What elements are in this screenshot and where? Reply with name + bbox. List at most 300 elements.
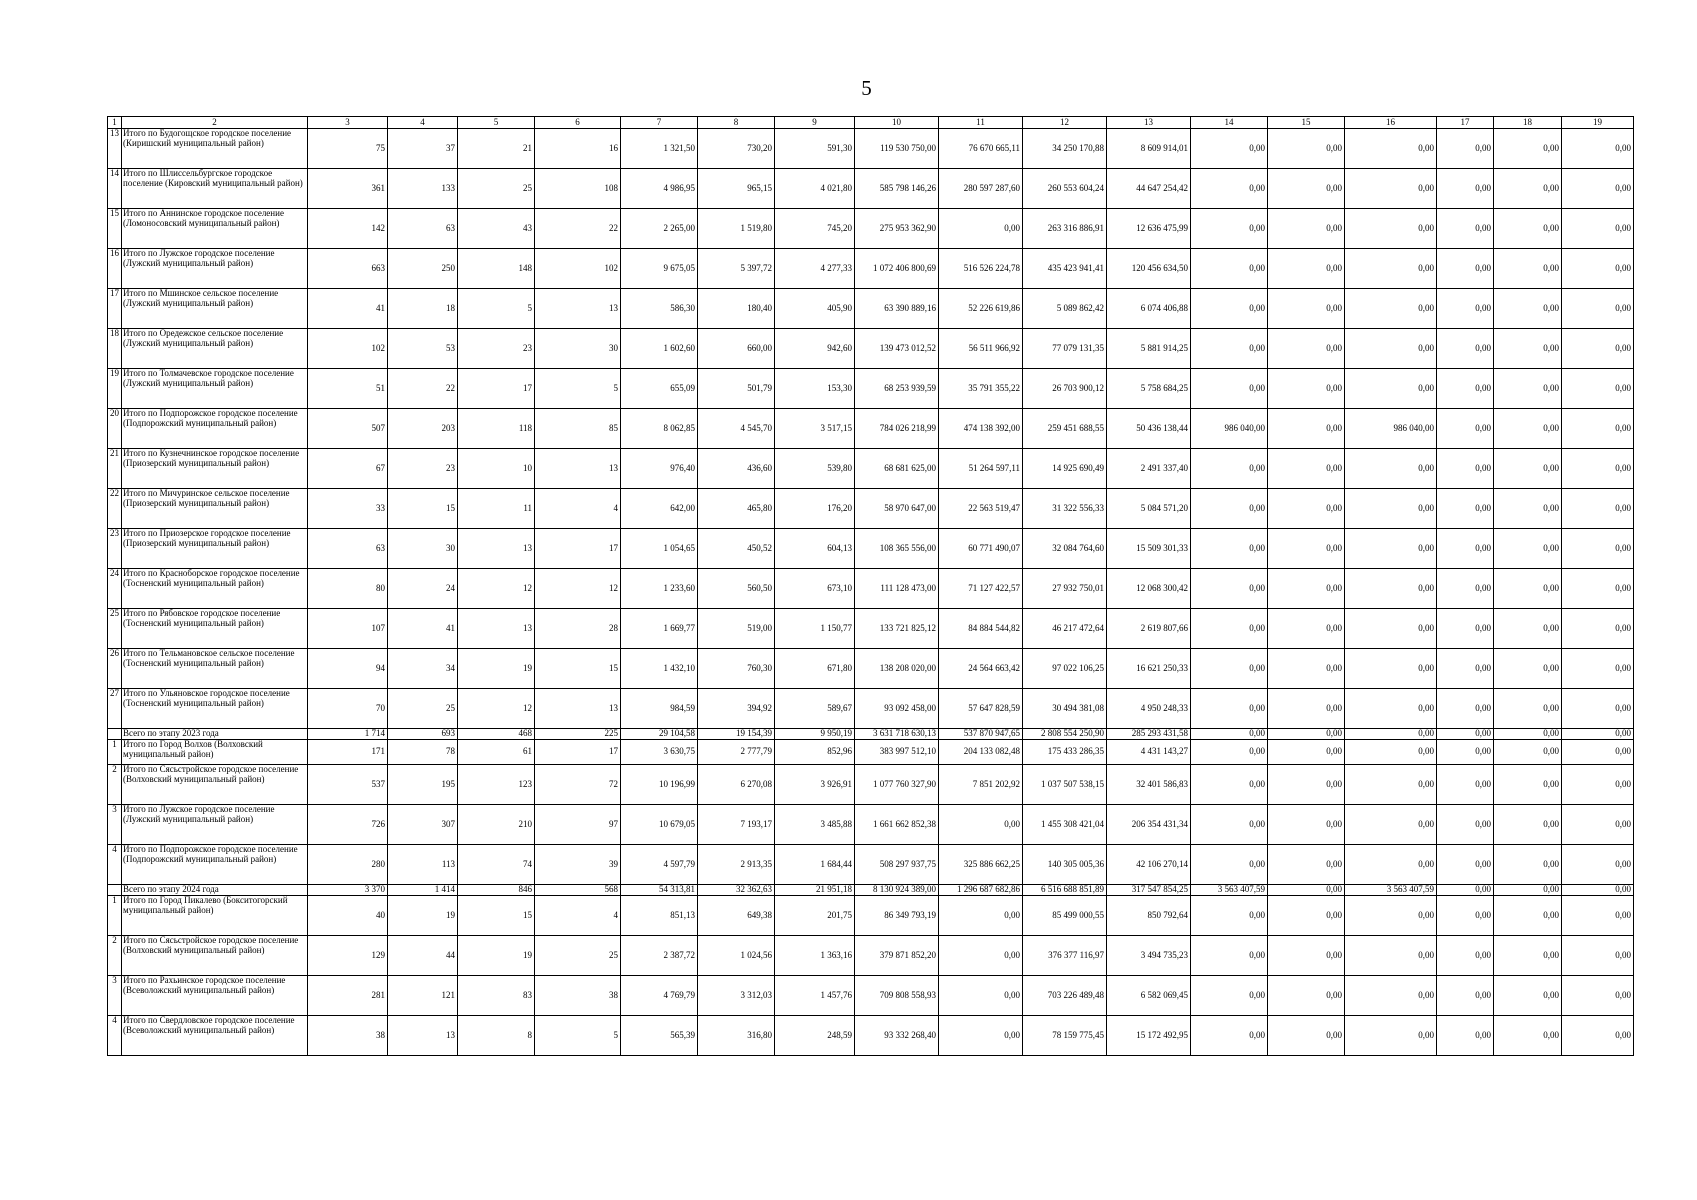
- column-header-6: 6: [535, 117, 621, 129]
- cell-col-13: 44 647 254,42: [1107, 169, 1191, 209]
- cell-col-7: 1 669,77: [621, 609, 698, 649]
- cell-col-17: 0,00: [1437, 449, 1494, 489]
- settlement-name: Итого по Рахьинское городское поселение (Всеволожский муниципальный район): [122, 976, 308, 1016]
- cell-col-16: 0,00: [1345, 129, 1437, 169]
- settlement-name: Итого по Сясьстройское городское поселение (Волховский муниципальный район): [122, 765, 308, 805]
- settlement-name: Итого по Тельмановское сельское поселение (Тосненский муниципальный район): [122, 649, 308, 689]
- row-number: 1: [108, 740, 122, 765]
- cell-col-12: 31 322 556,33: [1023, 489, 1107, 529]
- cell-col-5: 17: [458, 369, 535, 409]
- cell-col-15: 0,00: [1268, 129, 1345, 169]
- cell-col-16: 0,00: [1345, 329, 1437, 369]
- cell-col-3: 75: [308, 129, 388, 169]
- cell-col-13: 6 074 406,88: [1107, 289, 1191, 329]
- table-row: [108, 845, 1634, 885]
- cell-col-4: 24: [388, 569, 458, 609]
- cell-col-19: 0,00: [1562, 649, 1634, 689]
- cell-col-12: 703 226 489,48: [1023, 976, 1107, 1016]
- cell-col-6: 4: [535, 896, 621, 936]
- row-number: 16: [108, 249, 122, 289]
- cell-col-8: 7 193,17: [698, 805, 775, 845]
- settlement-name: Итого по Толмачевское городское поселение (Лужский муниципальный район): [122, 369, 308, 409]
- cell-col-18: 0,00: [1494, 740, 1562, 765]
- table-row: [108, 449, 1634, 489]
- settlement-name: Итого по Сясьстройское городское поселение (Волховский муниципальный район): [122, 936, 308, 976]
- cell-col-19: 0,00: [1562, 609, 1634, 649]
- cell-col-18: 0,00: [1494, 765, 1562, 805]
- cell-col-7: 1 054,65: [621, 529, 698, 569]
- cell-col-7: 2 265,00: [621, 209, 698, 249]
- cell-col-14: 0,00: [1191, 740, 1268, 765]
- cell-col-8: 1 519,80: [698, 209, 775, 249]
- table-row: [108, 1016, 1634, 1056]
- cell-col-13: 50 436 138,44: [1107, 409, 1191, 449]
- cell-col-3: 726: [308, 805, 388, 845]
- cell-col-12: 26 703 900,12: [1023, 369, 1107, 409]
- cell-col-4: 63: [388, 209, 458, 249]
- cell-col-12: 97 022 106,25: [1023, 649, 1107, 689]
- cell-col-17: 0,00: [1437, 529, 1494, 569]
- cell-col-4: 113: [388, 845, 458, 885]
- cell-col-10: 709 808 558,93: [855, 976, 939, 1016]
- cell-col-9: 589,67: [775, 689, 855, 729]
- table-row: [108, 765, 1634, 805]
- cell-col-7: 3 630,75: [621, 740, 698, 765]
- table-row: [108, 569, 1634, 609]
- cell-col-13: 32 401 586,83: [1107, 765, 1191, 805]
- settlement-name: Итого по Аннинское городское поселение (Ломоносовский муниципальный район): [122, 209, 308, 249]
- row-number: 3: [108, 805, 122, 845]
- table-row: [108, 249, 1634, 289]
- cell-col-7: 984,59: [621, 689, 698, 729]
- cell-col-8: 19 154,39: [698, 729, 775, 740]
- cell-col-4: 25: [388, 689, 458, 729]
- cell-col-8: 2 913,35: [698, 845, 775, 885]
- cell-col-6: 13: [535, 689, 621, 729]
- cell-col-8: 965,15: [698, 169, 775, 209]
- cell-col-11: 204 133 082,48: [939, 740, 1023, 765]
- cell-col-14: 0,00: [1191, 765, 1268, 805]
- cell-col-7: 10 196,99: [621, 765, 698, 805]
- settlement-name: Итого по Лужское городское поселение (Лужский муниципальный район): [122, 249, 308, 289]
- cell-col-6: 22: [535, 209, 621, 249]
- cell-col-9: 248,59: [775, 1016, 855, 1056]
- row-number: 2: [108, 936, 122, 976]
- total-label: Всего по этапу 2023 года: [122, 729, 308, 740]
- cell-col-11: 0,00: [939, 805, 1023, 845]
- cell-col-4: 37: [388, 129, 458, 169]
- cell-col-9: 201,75: [775, 896, 855, 936]
- cell-col-10: 1 077 760 327,90: [855, 765, 939, 805]
- column-header-7: 7: [621, 117, 698, 129]
- cell-col-18: 0,00: [1494, 449, 1562, 489]
- cell-col-4: 19: [388, 896, 458, 936]
- cell-col-6: 97: [535, 805, 621, 845]
- cell-col-3: 102: [308, 329, 388, 369]
- cell-col-7: 2 387,72: [621, 936, 698, 976]
- cell-col-17: 0,00: [1437, 129, 1494, 169]
- cell-col-13: 317 547 854,25: [1107, 885, 1191, 896]
- cell-col-17: 0,00: [1437, 649, 1494, 689]
- cell-col-13: 4 431 143,27: [1107, 740, 1191, 765]
- cell-col-12: 14 925 690,49: [1023, 449, 1107, 489]
- cell-col-11: 0,00: [939, 976, 1023, 1016]
- cell-col-8: 501,79: [698, 369, 775, 409]
- cell-col-13: 42 106 270,14: [1107, 845, 1191, 885]
- cell-col-12: 85 499 000,55: [1023, 896, 1107, 936]
- cell-col-19: 0,00: [1562, 569, 1634, 609]
- cell-col-9: 405,90: [775, 289, 855, 329]
- cell-col-9: 3 517,15: [775, 409, 855, 449]
- table-row: [108, 489, 1634, 529]
- column-header-10: 10: [855, 117, 939, 129]
- cell-col-11: 7 851 202,92: [939, 765, 1023, 805]
- cell-col-12: 435 423 941,41: [1023, 249, 1107, 289]
- cell-col-10: 275 953 362,90: [855, 209, 939, 249]
- cell-col-3: 3 370: [308, 885, 388, 896]
- table-row: [108, 936, 1634, 976]
- table-row: [108, 896, 1634, 936]
- cell-col-17: 0,00: [1437, 329, 1494, 369]
- cell-col-8: 316,80: [698, 1016, 775, 1056]
- cell-col-12: 259 451 688,55: [1023, 409, 1107, 449]
- cell-col-4: 41: [388, 609, 458, 649]
- cell-col-14: 0,00: [1191, 936, 1268, 976]
- cell-col-14: 0,00: [1191, 845, 1268, 885]
- cell-col-6: 38: [535, 976, 621, 1016]
- cell-col-16: 0,00: [1345, 289, 1437, 329]
- cell-col-16: 0,00: [1345, 729, 1437, 740]
- cell-col-17: 0,00: [1437, 689, 1494, 729]
- cell-col-18: 0,00: [1494, 689, 1562, 729]
- cell-col-3: 40: [308, 896, 388, 936]
- cell-col-17: 0,00: [1437, 896, 1494, 936]
- cell-col-6: 5: [535, 1016, 621, 1056]
- cell-col-10: 1 072 406 800,69: [855, 249, 939, 289]
- page-number: 5: [861, 76, 872, 100]
- cell-col-14: 0,00: [1191, 529, 1268, 569]
- cell-col-11: 516 526 224,78: [939, 249, 1023, 289]
- cell-col-8: 730,20: [698, 129, 775, 169]
- row-number: 2: [108, 765, 122, 805]
- cell-col-16: 0,00: [1345, 976, 1437, 1016]
- cell-col-12: 1 037 507 538,15: [1023, 765, 1107, 805]
- cell-col-9: 1 363,16: [775, 936, 855, 976]
- cell-col-16: 0,00: [1345, 569, 1437, 609]
- cell-col-15: 0,00: [1268, 689, 1345, 729]
- cell-col-9: 673,10: [775, 569, 855, 609]
- cell-col-9: 591,30: [775, 129, 855, 169]
- column-header-15: 15: [1268, 117, 1345, 129]
- cell-col-12: 34 250 170,88: [1023, 129, 1107, 169]
- cell-col-18: 0,00: [1494, 209, 1562, 249]
- cell-col-17: 0,00: [1437, 209, 1494, 249]
- cell-col-19: 0,00: [1562, 740, 1634, 765]
- cell-col-14: 0,00: [1191, 289, 1268, 329]
- cell-col-13: 16 621 250,33: [1107, 649, 1191, 689]
- cell-col-11: 71 127 422,57: [939, 569, 1023, 609]
- cell-col-16: 0,00: [1345, 369, 1437, 409]
- cell-col-16: 0,00: [1345, 689, 1437, 729]
- cell-col-13: 2 619 807,66: [1107, 609, 1191, 649]
- row-number: [108, 729, 122, 740]
- row-number: 20: [108, 409, 122, 449]
- cell-col-8: 394,92: [698, 689, 775, 729]
- cell-col-5: 74: [458, 845, 535, 885]
- cell-col-10: 68 253 939,59: [855, 369, 939, 409]
- cell-col-19: 0,00: [1562, 329, 1634, 369]
- settlement-name: Итого по Свердловское городское поселение (Всеволожский муниципальный район): [122, 1016, 308, 1056]
- cell-col-16: 0,00: [1345, 489, 1437, 529]
- cell-col-11: 0,00: [939, 1016, 1023, 1056]
- cell-col-13: 850 792,64: [1107, 896, 1191, 936]
- cell-col-16: 0,00: [1345, 169, 1437, 209]
- cell-col-7: 1 602,60: [621, 329, 698, 369]
- cell-col-14: 986 040,00: [1191, 409, 1268, 449]
- row-number: 3: [108, 976, 122, 1016]
- cell-col-8: 6 270,08: [698, 765, 775, 805]
- settlement-name: Итого по Оредежское сельское поселение (Лужский муниципальный район): [122, 329, 308, 369]
- cell-col-7: 54 313,81: [621, 885, 698, 896]
- cell-col-18: 0,00: [1494, 129, 1562, 169]
- cell-col-15: 0,00: [1268, 845, 1345, 885]
- cell-col-18: 0,00: [1494, 936, 1562, 976]
- cell-col-17: 0,00: [1437, 885, 1494, 896]
- cell-col-5: 61: [458, 740, 535, 765]
- column-header-4: 4: [388, 117, 458, 129]
- cell-col-10: 8 130 924 389,00: [855, 885, 939, 896]
- cell-col-15: 0,00: [1268, 249, 1345, 289]
- cell-col-10: 3 631 718 630,13: [855, 729, 939, 740]
- table-row: [108, 329, 1634, 369]
- cell-col-19: 0,00: [1562, 129, 1634, 169]
- cell-col-17: 0,00: [1437, 409, 1494, 449]
- cell-col-6: 17: [535, 740, 621, 765]
- cell-col-13: 4 950 248,33: [1107, 689, 1191, 729]
- cell-col-8: 180,40: [698, 289, 775, 329]
- cell-col-19: 0,00: [1562, 1016, 1634, 1056]
- cell-col-9: 4 277,33: [775, 249, 855, 289]
- cell-col-4: 195: [388, 765, 458, 805]
- data-table: [107, 116, 1634, 1056]
- cell-col-11: 0,00: [939, 936, 1023, 976]
- cell-col-18: 0,00: [1494, 329, 1562, 369]
- table-row: [108, 740, 1634, 765]
- cell-col-14: 0,00: [1191, 489, 1268, 529]
- cell-col-4: 13: [388, 1016, 458, 1056]
- settlement-name: Итого по Мшинское сельское поселение (Лужский муниципальный район): [122, 289, 308, 329]
- cell-col-10: 58 970 647,00: [855, 489, 939, 529]
- settlement-name: Итого по Шлиссельбургское городское поселение (Кировский муниципальный район): [122, 169, 308, 209]
- cell-col-17: 0,00: [1437, 740, 1494, 765]
- table-row: [108, 209, 1634, 249]
- cell-col-15: 0,00: [1268, 289, 1345, 329]
- cell-col-15: 0,00: [1268, 976, 1345, 1016]
- cell-col-16: 0,00: [1345, 740, 1437, 765]
- cell-col-16: 0,00: [1345, 845, 1437, 885]
- table-body: [108, 129, 1634, 1056]
- cell-col-9: 1 150,77: [775, 609, 855, 649]
- cell-col-14: 0,00: [1191, 976, 1268, 1016]
- cell-col-7: 1 321,50: [621, 129, 698, 169]
- cell-col-5: 8: [458, 1016, 535, 1056]
- cell-col-17: 0,00: [1437, 169, 1494, 209]
- cell-col-7: 10 679,05: [621, 805, 698, 845]
- cell-col-3: 537: [308, 765, 388, 805]
- cell-col-9: 9 950,19: [775, 729, 855, 740]
- column-header-9: 9: [775, 117, 855, 129]
- cell-col-7: 1 432,10: [621, 649, 698, 689]
- cell-col-17: 0,00: [1437, 249, 1494, 289]
- cell-col-11: 51 264 597,11: [939, 449, 1023, 489]
- column-header-19: 19: [1562, 117, 1634, 129]
- cell-col-3: 70: [308, 689, 388, 729]
- cell-col-19: 0,00: [1562, 976, 1634, 1016]
- cell-col-6: 13: [535, 449, 621, 489]
- settlement-name: Итого по Подпорожское городское поселение (Подпорожский муниципальный район): [122, 409, 308, 449]
- cell-col-6: 25: [535, 936, 621, 976]
- cell-col-14: 0,00: [1191, 805, 1268, 845]
- cell-col-19: 0,00: [1562, 845, 1634, 885]
- row-number: 18: [108, 329, 122, 369]
- cell-col-6: 30: [535, 329, 621, 369]
- column-header-14: 14: [1191, 117, 1268, 129]
- cell-col-12: 6 516 688 851,89: [1023, 885, 1107, 896]
- cell-col-6: 17: [535, 529, 621, 569]
- cell-col-15: 0,00: [1268, 896, 1345, 936]
- cell-col-15: 0,00: [1268, 765, 1345, 805]
- settlement-name: Итого по Красноборское городское поселение (Тосненский муниципальный район): [122, 569, 308, 609]
- cell-col-8: 450,52: [698, 529, 775, 569]
- cell-col-19: 0,00: [1562, 729, 1634, 740]
- cell-col-19: 0,00: [1562, 409, 1634, 449]
- cell-col-15: 0,00: [1268, 805, 1345, 845]
- cell-col-12: 2 808 554 250,90: [1023, 729, 1107, 740]
- cell-col-18: 0,00: [1494, 249, 1562, 289]
- cell-col-18: 0,00: [1494, 1016, 1562, 1056]
- cell-col-15: 0,00: [1268, 740, 1345, 765]
- cell-col-3: 80: [308, 569, 388, 609]
- cell-col-14: 0,00: [1191, 1016, 1268, 1056]
- cell-col-10: 1 661 662 852,38: [855, 805, 939, 845]
- cell-col-11: 24 564 663,42: [939, 649, 1023, 689]
- cell-col-19: 0,00: [1562, 885, 1634, 896]
- cell-col-14: 0,00: [1191, 369, 1268, 409]
- cell-col-13: 12 636 475,99: [1107, 209, 1191, 249]
- cell-col-11: 52 226 619,86: [939, 289, 1023, 329]
- cell-col-10: 138 208 020,00: [855, 649, 939, 689]
- cell-col-15: 0,00: [1268, 529, 1345, 569]
- settlement-name: Итого по Приозерское городское поселение (Приозерский муниципальный район): [122, 529, 308, 569]
- cell-col-17: 0,00: [1437, 805, 1494, 845]
- cell-col-14: 0,00: [1191, 329, 1268, 369]
- table-row: [108, 129, 1634, 169]
- cell-col-12: 78 159 775,45: [1023, 1016, 1107, 1056]
- cell-col-13: 5 758 684,25: [1107, 369, 1191, 409]
- column-header-18: 18: [1494, 117, 1562, 129]
- cell-col-5: 5: [458, 289, 535, 329]
- cell-col-14: 0,00: [1191, 689, 1268, 729]
- cell-col-14: 0,00: [1191, 609, 1268, 649]
- cell-col-14: 0,00: [1191, 569, 1268, 609]
- cell-col-13: 285 293 431,58: [1107, 729, 1191, 740]
- cell-col-13: 206 354 431,34: [1107, 805, 1191, 845]
- cell-col-5: 13: [458, 529, 535, 569]
- cell-col-16: 0,00: [1345, 765, 1437, 805]
- row-number: 25: [108, 609, 122, 649]
- column-header-5: 5: [458, 117, 535, 129]
- cell-col-10: 379 871 852,20: [855, 936, 939, 976]
- cell-col-5: 19: [458, 649, 535, 689]
- table-row: [108, 689, 1634, 729]
- cell-col-8: 465,80: [698, 489, 775, 529]
- cell-col-8: 560,50: [698, 569, 775, 609]
- cell-col-10: 63 390 889,16: [855, 289, 939, 329]
- cell-col-16: 0,00: [1345, 209, 1437, 249]
- cell-col-16: 0,00: [1345, 529, 1437, 569]
- cell-col-14: 0,00: [1191, 649, 1268, 689]
- cell-col-19: 0,00: [1562, 489, 1634, 529]
- cell-col-16: 0,00: [1345, 896, 1437, 936]
- column-header-16: 16: [1345, 117, 1437, 129]
- cell-col-13: 12 068 300,42: [1107, 569, 1191, 609]
- cell-col-11: 84 884 544,82: [939, 609, 1023, 649]
- column-header-1: 1: [108, 117, 122, 129]
- cell-col-11: 57 647 828,59: [939, 689, 1023, 729]
- cell-col-3: 67: [308, 449, 388, 489]
- cell-col-19: 0,00: [1562, 449, 1634, 489]
- cell-col-7: 4 597,79: [621, 845, 698, 885]
- cell-col-7: 4 769,79: [621, 976, 698, 1016]
- cell-col-9: 3 926,91: [775, 765, 855, 805]
- cell-col-16: 3 563 407,59: [1345, 885, 1437, 896]
- cell-col-3: 63: [308, 529, 388, 569]
- cell-col-5: 118: [458, 409, 535, 449]
- cell-col-18: 0,00: [1494, 409, 1562, 449]
- cell-col-13: 5 084 571,20: [1107, 489, 1191, 529]
- cell-col-4: 121: [388, 976, 458, 1016]
- column-header-row: [108, 117, 1634, 129]
- cell-col-15: 0,00: [1268, 169, 1345, 209]
- cell-col-12: 140 305 005,36: [1023, 845, 1107, 885]
- cell-col-6: 28: [535, 609, 621, 649]
- cell-col-4: 44: [388, 936, 458, 976]
- cell-col-18: 0,00: [1494, 489, 1562, 529]
- cell-col-7: 976,40: [621, 449, 698, 489]
- table-row: [108, 369, 1634, 409]
- cell-col-5: 846: [458, 885, 535, 896]
- cell-col-3: 663: [308, 249, 388, 289]
- cell-col-12: 46 217 472,64: [1023, 609, 1107, 649]
- cell-col-13: 2 491 337,40: [1107, 449, 1191, 489]
- row-number: [108, 885, 122, 896]
- cell-col-9: 153,30: [775, 369, 855, 409]
- total-row: [108, 729, 1634, 740]
- cell-col-13: 8 609 914,01: [1107, 129, 1191, 169]
- cell-col-12: 260 553 604,24: [1023, 169, 1107, 209]
- table-row: [108, 529, 1634, 569]
- cell-col-8: 660,00: [698, 329, 775, 369]
- cell-col-12: 30 494 381,08: [1023, 689, 1107, 729]
- cell-col-5: 21: [458, 129, 535, 169]
- cell-col-7: 29 104,58: [621, 729, 698, 740]
- cell-col-18: 0,00: [1494, 805, 1562, 845]
- cell-col-10: 139 473 012,52: [855, 329, 939, 369]
- cell-col-14: 0,00: [1191, 729, 1268, 740]
- cell-col-5: 12: [458, 569, 535, 609]
- cell-col-11: 325 886 662,25: [939, 845, 1023, 885]
- settlement-name: Итого по Мичуринское сельское поселение (Приозерский муниципальный район): [122, 489, 308, 529]
